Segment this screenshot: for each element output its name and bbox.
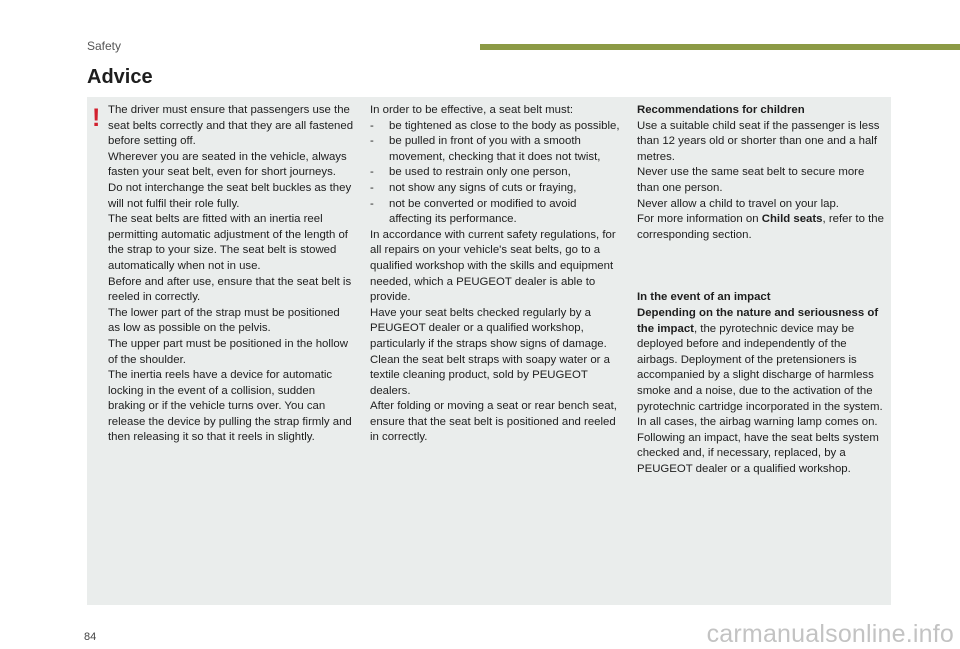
advice-column-2 <box>370 103 620 446</box>
list-item: - be pulled in front of you with a smooth movement, checking that it does not twist, <box>370 135 601 163</box>
list-item: - not be converted or modified to avoid affecting its performance. <box>370 197 577 226</box>
requirements-list <box>370 119 620 228</box>
paragraph: The lower part of the strap must be positioned as low as possible on the pelvis. <box>108 306 340 335</box>
paragraph: Wherever you are seated in the vehicle, always fasten your seat belt, even for short journeys. <box>108 150 347 179</box>
section-label: Safety <box>87 39 122 53</box>
paragraph: Never allow a child to travel on your lap. <box>637 197 839 210</box>
list-item: - not show any signs of cuts or fraying, <box>370 181 577 194</box>
paragraph: The inertia reels have a device for automatic locking in the event of a collision, sudden braking or if the vehicle turns over. You can release the device by pulling the strap firmly and then releasing it so that it reels in slightly. <box>108 369 352 444</box>
list-intro: In order to be effective, a seat belt must: <box>370 104 574 116</box>
header-accent-bar <box>480 44 960 50</box>
paragraph: The driver must ensure that passengers use the seat belts correctly and that they are all fastened before setting off. <box>108 104 354 148</box>
impact-paragraph: Depending on the nature and seriousness of the impact, the pyrotechnic device may be deployed before and independently of the airbags. Deployment of the pretensioners is accompanied by a slight discharge of harmless smoke and a noise, due to the activation of the pyrotechnic cartridge incorporated in the system. <box>637 306 883 413</box>
paragraph: Clean the seat belt straps with soapy water or a textile cleaning product, sold by PEUGEOT dealers. <box>370 353 610 397</box>
exclamation-icon: ! <box>92 104 101 132</box>
child-seats-link-text: Child seats <box>761 213 823 226</box>
paragraph: In all cases, the airbag warning lamp comes on. <box>637 416 878 429</box>
impact-heading: In the event of an impact <box>637 291 771 304</box>
page-title: Advice <box>87 66 153 88</box>
paragraph: After folding or moving a seat or rear bench seat, ensure that the seat belt is positioned and reeled in correctly. <box>370 400 617 444</box>
list-item: - be tightened as close to the body as possible, <box>370 119 620 132</box>
watermark: carmanualsonline.info <box>706 620 954 648</box>
page-number: 84 <box>84 631 97 643</box>
paragraph: In accordance with current safety regulations, for all repairs on your vehicle's seat belts, go to a qualified workshop with the skills and equipment needed, which a PEUGEOT dealer is able to provide. <box>370 228 616 304</box>
paragraph: Use a suitable child seat if the passenger is less than 12 years old or shorter than one and a half metres. <box>637 119 880 163</box>
child-seats-reference: For more information on Child seats, refer to the corresponding section. <box>637 213 884 241</box>
paragraph: Never use the same seat belt to secure more than one person. <box>637 166 865 194</box>
children-heading: Recommendations for children <box>637 104 805 116</box>
list-item: - be used to restrain only one person, <box>370 166 571 179</box>
advice-column-1 <box>108 103 354 446</box>
paragraph: Before and after use, ensure that the seat belt is reeled in correctly. <box>108 275 352 304</box>
advice-column-3 <box>637 103 887 477</box>
paragraph: Do not interchange the seat belt buckles as they will not fulfil their role fully. <box>108 181 352 210</box>
paragraph: The seat belts are fitted with an inertia reel permitting automatic adjustment of the length of the strap to your size. The seat belt is stowed automatically when not in use. <box>108 213 348 272</box>
paragraph: Following an impact, have the seat belts system checked and, if necessary, replaced, by a PEUGEOT dealer or a qualified workshop. <box>637 431 879 475</box>
paragraph: Have your seat belts checked regularly by a PEUGEOT dealer or a qualified workshop, particularly if the straps show signs of damage. <box>370 306 607 350</box>
paragraph: The upper part must be positioned in the hollow of the shoulder. <box>108 337 348 366</box>
